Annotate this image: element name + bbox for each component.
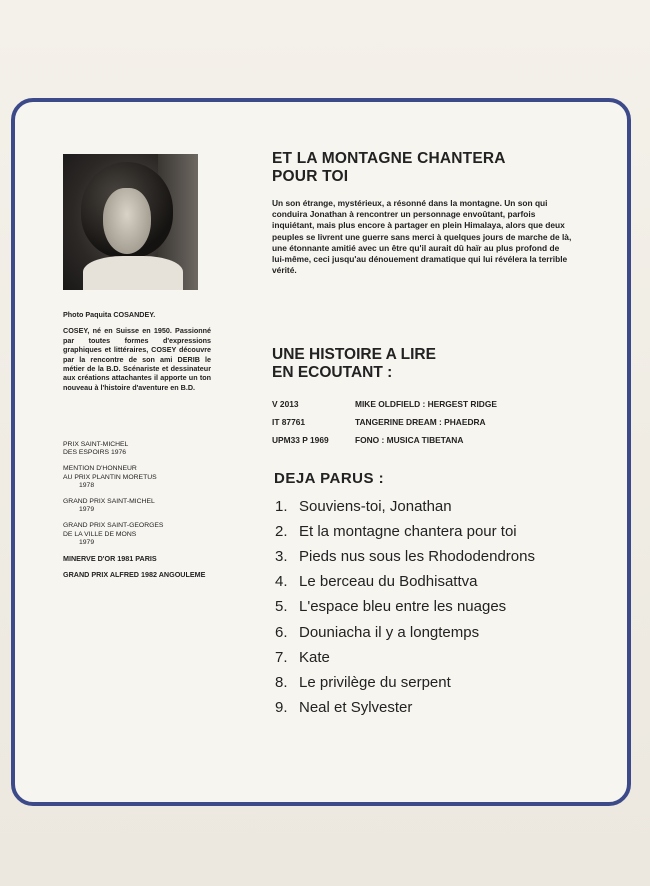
list-item: 1. Souviens-toi, Jonathan — [275, 498, 452, 516]
list-item: 6. Douniacha il y a longtemps — [275, 623, 480, 641]
award-item: MENTION D'HONNEUR AU PRIX PLANTIN MORETUS 1978 — [63, 465, 157, 489]
list-item: 9. Neal et Sylvester — [275, 698, 413, 716]
published-list — [275, 494, 615, 720]
record-title: TANGERINE DREAM : PHAEDRA — [355, 417, 486, 427]
book-title: ET LA MONTAGNE CHANTERA POUR TOI — [272, 150, 506, 185]
award-item: GRAND PRIX ALFRED 1982 ANGOULEME — [63, 570, 206, 580]
photo-credit: Photo Paquita COSANDEY. — [63, 310, 156, 319]
list-item: 5. L'espace bleu entre les nuages — [275, 598, 507, 616]
music-heading: UNE HISTOIRE A LIRE EN ECOUTANT : — [272, 346, 436, 381]
list-item: 2. Et la montagne chantera pour toi — [275, 523, 517, 541]
record-title: FONO : MUSICA TIBETANA — [355, 435, 464, 445]
award-item: PRIX SAINT-MICHEL DES ESPOIRS 1976 — [63, 441, 129, 457]
synopsis-text: Un son étrange, mystérieux, a résonné dans la montagne. Un son qui conduira Jonathan à rencontrer un personnage envoûtant, parfois inquiétant, mais plus encore à partager en plein Himalaya, alors que deux peuples se livrent une guerre sans merci à quelques jours de marche de là, une étonnante amitié avec un être qu'il aurait dû haïr au plus profond de lui-même, ceci jusqu'au dénouement dramatique qui lui révélera la terrible vérité. — [272, 198, 572, 276]
awards-list — [63, 441, 233, 587]
list-item: 8. Le privilège du serpent — [275, 673, 451, 691]
list-item: 3. Pieds nus sous les Rhododendrons — [275, 548, 535, 566]
award-item: GRAND PRIX SAINT-MICHEL 1979 — [63, 498, 155, 514]
published-heading: DEJA PARUS : — [274, 470, 385, 487]
author-info — [63, 310, 211, 392]
author-photo — [63, 154, 198, 290]
award-item: GRAND PRIX SAINT-GEORGES DE LA VILLE DE MONS 1979 — [63, 522, 164, 546]
record-code: UPM33 P 1969 — [272, 435, 329, 445]
music-list — [272, 395, 572, 449]
synopsis-section — [272, 150, 592, 276]
list-item: 7. Kate — [275, 648, 330, 666]
record-code: V 2013 — [272, 399, 299, 409]
music-row — [272, 413, 572, 431]
list-item: 4. Le berceau du Bodhisattva — [275, 573, 478, 591]
music-row — [272, 431, 572, 449]
record-code: IT 87761 — [272, 417, 306, 427]
record-title: MIKE OLDFIELD : HERGEST RIDGE — [355, 399, 497, 409]
award-item: MINERVE D'OR 1981 PARIS — [63, 554, 157, 564]
music-row — [272, 395, 572, 413]
author-bio: COSEY, né en Suisse en 1950. Passionné par toutes formes d'expressions graphiques et littéraires, COSEY découvre par la rencontre de son ami DERIB le métier de la B.D. Scénariste et dessinateur aux créations attachantes il apporte un ton nouveau à l'histoire d'aventure en B.D. — [63, 326, 211, 392]
